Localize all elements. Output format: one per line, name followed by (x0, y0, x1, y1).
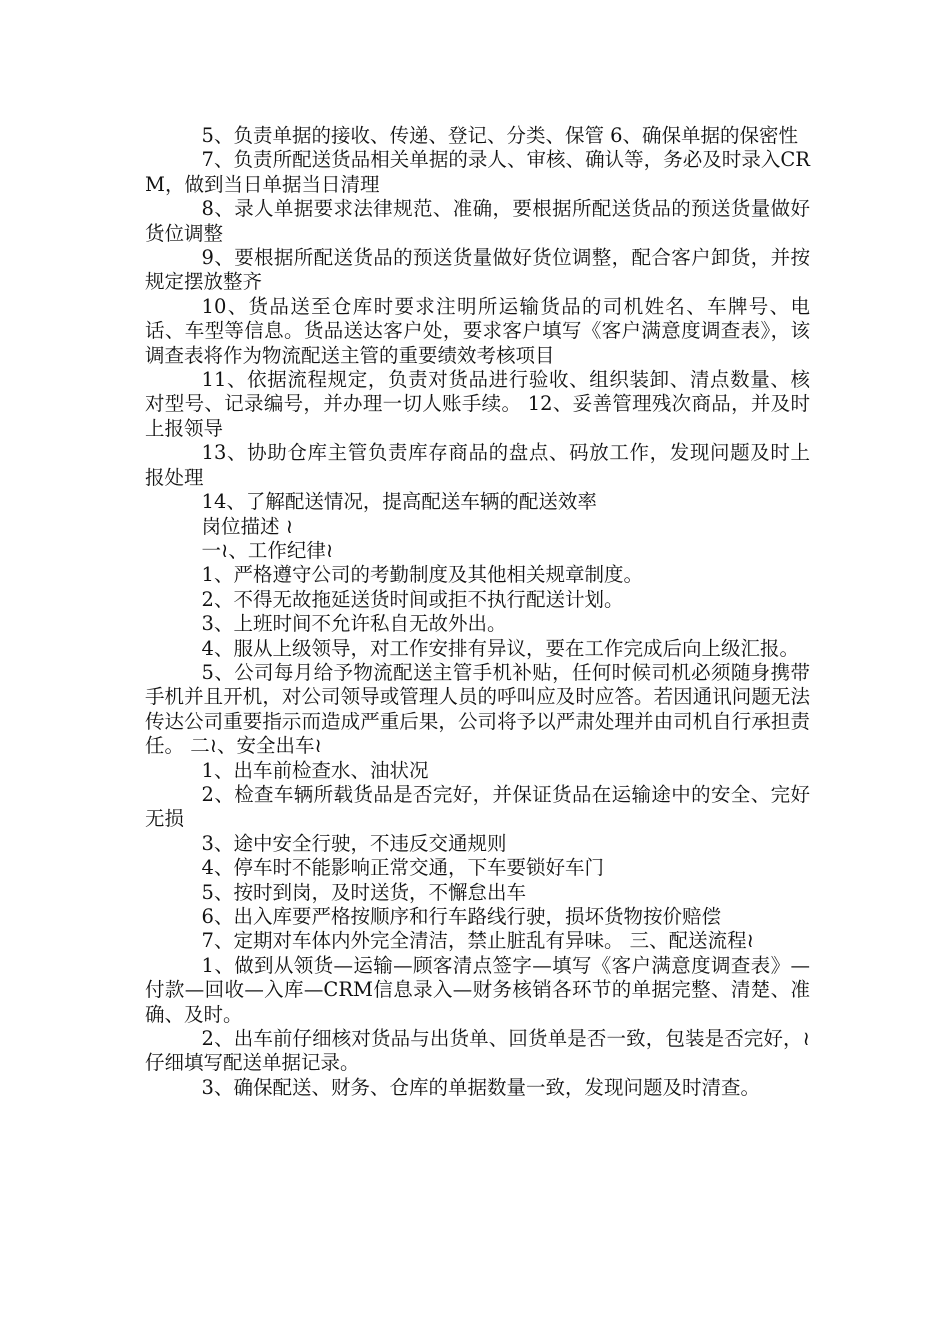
paragraph-item-10: 10、货品送至仓库时要求注明所运输货品的司机姓名、车牌号、电话、车型等信息。货品送达客户处，要求客户填写《客户满意度调查表》，该调查表将作为物流配送主管的重要绩效考核项目 (145, 294, 810, 367)
paragraph-item-5: 5、负责单据的接收、传递、登记、分类、保管 6、确保单据的保密性 (201, 124, 799, 147)
process-item-1: 1、做到从领货—运输—顾客清点签字—填写《客户满意度调查表》—付款—回收—入库—CRM信息录入—财务核销各环节的单据完整、清楚、准确、及时。 (145, 953, 810, 1026)
safety-item-1: 1、出车前检查水、油状况 (201, 758, 429, 782)
paragraph-item-7: 7、负责所配送货品相关单据的录人、审核、确认等，务必及时录入CRM，做到当日单据当日清理 (145, 148, 810, 196)
discipline-item-1: 1、严格遵守公司的考勤制度及其他相关规章制度。 (201, 563, 643, 587)
paragraph-item-13: 13、协助仓库主管负责库存商品的盘点、码放工作，发现问题及时上报处理 (145, 441, 810, 489)
discipline-item-5: 5、公司每月给予物流配送主管手机补贴，任何时候司机必须随身携带手机并且开机，对公司领导或管理人员的呼叫应及时应答。若因通讯问题无法传达公司重要指示而造成严重后果，公司将予以严肃处理并由司机自行承担责任。 二≀、安全出车≀ (145, 660, 810, 758)
document-body (145, 124, 810, 1100)
discipline-item-2: 2、不得无故拖延送货时间或拒不执行配送计划。 (201, 587, 624, 611)
safety-item-5: 5、按时到岗，及时送货，不懈怠出车 (201, 880, 526, 904)
safety-item-6: 6、出入库要严格按顺序和行车路线行驶，损坏货物按价赔偿 (201, 905, 721, 928)
section-heading-job-description: 岗位描述 ≀ (201, 514, 294, 538)
safety-item-4: 4、停车时不能影响正常交通，下车要锁好车门 (201, 856, 604, 880)
section-heading-work-discipline: 一≀、工作纪律≀ (201, 538, 334, 562)
paragraph-item-14: 14、了解配送情况，提高配送车辆的配送效率 (201, 490, 597, 514)
discipline-item-3: 3、上班时间不允许私自无故外出。 (201, 612, 507, 636)
paragraph-item-9: 9、要根据所配送货品的预送货量做好货位调整，配合客户卸货，并按规定摆放整齐 (145, 246, 810, 294)
process-item-2: 2、出车前仔细核对货品与出货单、回货单是否一致，包装是否完好，≀仔细填写配送单据记录。 (145, 1027, 810, 1075)
discipline-item-4: 4、服从上级领导，对工作安排有异议，要在工作完成后向上级汇报。 (201, 636, 799, 660)
safety-item-3: 3、途中安全行驶，不违反交通规则 (201, 831, 507, 855)
paragraph-item-11: 11、依据流程规定，负责对货品进行验收、组织装卸、清点数量、核对型号、记录编号，并办理一切人账手续。 12、妥善管理残次商品，并及时上报领导 (145, 368, 810, 440)
paragraph-item-8: 8、录人单据要求法律规范、准确，要根据所配送货品的预送货量做好货位调整 (145, 197, 810, 245)
safety-item-2: 2、检查车辆所载货品是否完好，并保证货品在运输途中的安全、完好无损 (145, 782, 810, 831)
process-item-3: 3、确保配送、财务、仓库的单据数量一致，发现问题及时清查。 (201, 1075, 760, 1099)
safety-item-7: 7、定期对车体内外完全清洁，禁止脏乱有异味。 三、配送流程≀ (201, 929, 754, 953)
